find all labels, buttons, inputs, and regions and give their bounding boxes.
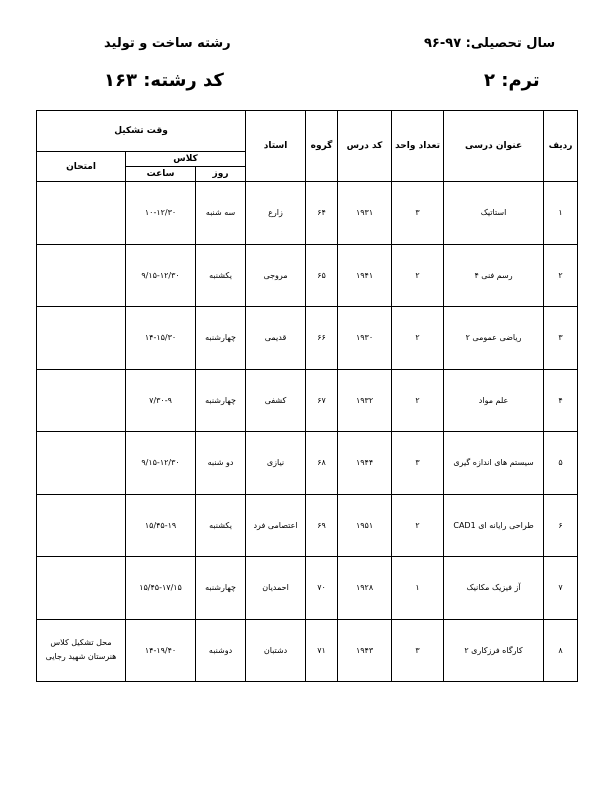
cell-hour: ۱۵/۴۵-۱۷/۱۵	[126, 557, 196, 620]
table-row	[37, 244, 578, 307]
cell-row-number: ۵	[544, 432, 578, 495]
cell-course-code: ۱۹۳۲	[338, 369, 392, 432]
course-schedule-table	[36, 110, 578, 682]
cell-units: ۳	[392, 432, 444, 495]
cell-hour: ۹/۱۵-۱۲/۳۰	[126, 432, 196, 495]
header-hour: ساعت	[126, 167, 196, 182]
cell-units: ۲	[392, 369, 444, 432]
cell-course-code: ۱۹۴۱	[338, 244, 392, 307]
cell-units: ۲	[392, 244, 444, 307]
term-label: ترم: ۲	[484, 70, 540, 91]
header-class: کلاس	[126, 152, 246, 167]
cell-course-code: ۱۹۵۱	[338, 494, 392, 557]
table-row	[37, 369, 578, 432]
cell-row-number: ۲	[544, 244, 578, 307]
cell-exam	[37, 244, 126, 307]
cell-hour: ۹/۱۵-۱۲/۳۰	[126, 244, 196, 307]
header-units: تعداد واحد	[392, 111, 444, 182]
cell-course-code: ۱۹۴۳	[338, 619, 392, 682]
cell-group: ۶۷	[306, 369, 338, 432]
header-exam: امتحان	[37, 152, 126, 182]
cell-hour: ۱۴-۱۵/۳۰	[126, 307, 196, 370]
cell-exam	[37, 369, 126, 432]
cell-group: ۶۹	[306, 494, 338, 557]
cell-group: ۶۵	[306, 244, 338, 307]
cell-course-title: علم مواد	[444, 369, 544, 432]
cell-teacher: نیازی	[246, 432, 306, 495]
cell-exam	[37, 432, 126, 495]
academic-year: سال تحصیلی: ۹۷-۹۶	[424, 36, 556, 51]
header-day: روز	[196, 167, 246, 182]
cell-course-title: آز فیزیک مکانیک	[444, 557, 544, 620]
cell-units: ۲	[392, 494, 444, 557]
cell-row-number: ۶	[544, 494, 578, 557]
field-code: کد رشته: ۱۶۳	[104, 70, 224, 91]
cell-units: ۲	[392, 307, 444, 370]
header-row-number: ردیف	[544, 111, 578, 182]
cell-teacher: اعتصامی فرد	[246, 494, 306, 557]
cell-teacher: کشفی	[246, 369, 306, 432]
cell-course-title: سیستم های اندازه گیری	[444, 432, 544, 495]
cell-day: چهارشنبه	[196, 307, 246, 370]
cell-teacher: زارع	[246, 182, 306, 245]
cell-course-title: طراحی رایانه ای CAD1	[444, 494, 544, 557]
cell-units: ۱	[392, 557, 444, 620]
cell-day: چهارشنبه	[196, 557, 246, 620]
table-row	[37, 182, 578, 245]
cell-units: ۳	[392, 619, 444, 682]
cell-day: دو شنبه	[196, 432, 246, 495]
cell-hour: ۱۵/۴۵-۱۹	[126, 494, 196, 557]
cell-course-code: ۱۹۴۴	[338, 432, 392, 495]
header-course-title: عنوان درسی	[444, 111, 544, 182]
cell-exam: محل تشکیل کلاس هنرستان شهید رجایی	[37, 619, 126, 682]
cell-row-number: ۷	[544, 557, 578, 620]
cell-hour: ۱۰-۱۲/۳۰	[126, 182, 196, 245]
cell-exam	[37, 307, 126, 370]
cell-course-title: کارگاه فرزکاری ۲	[444, 619, 544, 682]
cell-course-title: ریاضی عمومی ۲	[444, 307, 544, 370]
cell-day: سه شنبه	[196, 182, 246, 245]
header-group: گروه	[306, 111, 338, 182]
cell-teacher: دشتبان	[246, 619, 306, 682]
cell-course-title: استاتیک	[444, 182, 544, 245]
cell-course-title: رسم فنی ۴	[444, 244, 544, 307]
table-row	[37, 619, 578, 682]
cell-course-code: ۱۹۲۸	[338, 557, 392, 620]
cell-group: ۷۰	[306, 557, 338, 620]
cell-teacher: احمدیان	[246, 557, 306, 620]
cell-day: دوشنبه	[196, 619, 246, 682]
header-formation-time: وقت تشکیل	[37, 111, 246, 152]
cell-group: ۷۱	[306, 619, 338, 682]
cell-day: یکشنبه	[196, 494, 246, 557]
cell-course-code: ۱۹۳۰	[338, 307, 392, 370]
header-course-code: کد درس	[338, 111, 392, 182]
header-teacher: استاد	[246, 111, 306, 182]
table-row	[37, 307, 578, 370]
cell-exam	[37, 182, 126, 245]
cell-group: ۶۶	[306, 307, 338, 370]
cell-day: چهارشنبه	[196, 369, 246, 432]
cell-row-number: ۱	[544, 182, 578, 245]
table-row	[37, 494, 578, 557]
cell-hour: ۷/۳۰-۹	[126, 369, 196, 432]
cell-day: یکشنبه	[196, 244, 246, 307]
cell-teacher: قدیمی	[246, 307, 306, 370]
cell-group: ۶۴	[306, 182, 338, 245]
cell-exam	[37, 557, 126, 620]
field-name: رشته ساخت و تولید	[104, 36, 231, 51]
table-row	[37, 557, 578, 620]
cell-course-code: ۱۹۳۱	[338, 182, 392, 245]
table-row	[37, 432, 578, 495]
cell-teacher: مروجی	[246, 244, 306, 307]
cell-row-number: ۴	[544, 369, 578, 432]
cell-row-number: ۸	[544, 619, 578, 682]
cell-exam	[37, 494, 126, 557]
cell-group: ۶۸	[306, 432, 338, 495]
cell-hour: ۱۴-۱۹/۴۰	[126, 619, 196, 682]
cell-row-number: ۳	[544, 307, 578, 370]
cell-units: ۳	[392, 182, 444, 245]
